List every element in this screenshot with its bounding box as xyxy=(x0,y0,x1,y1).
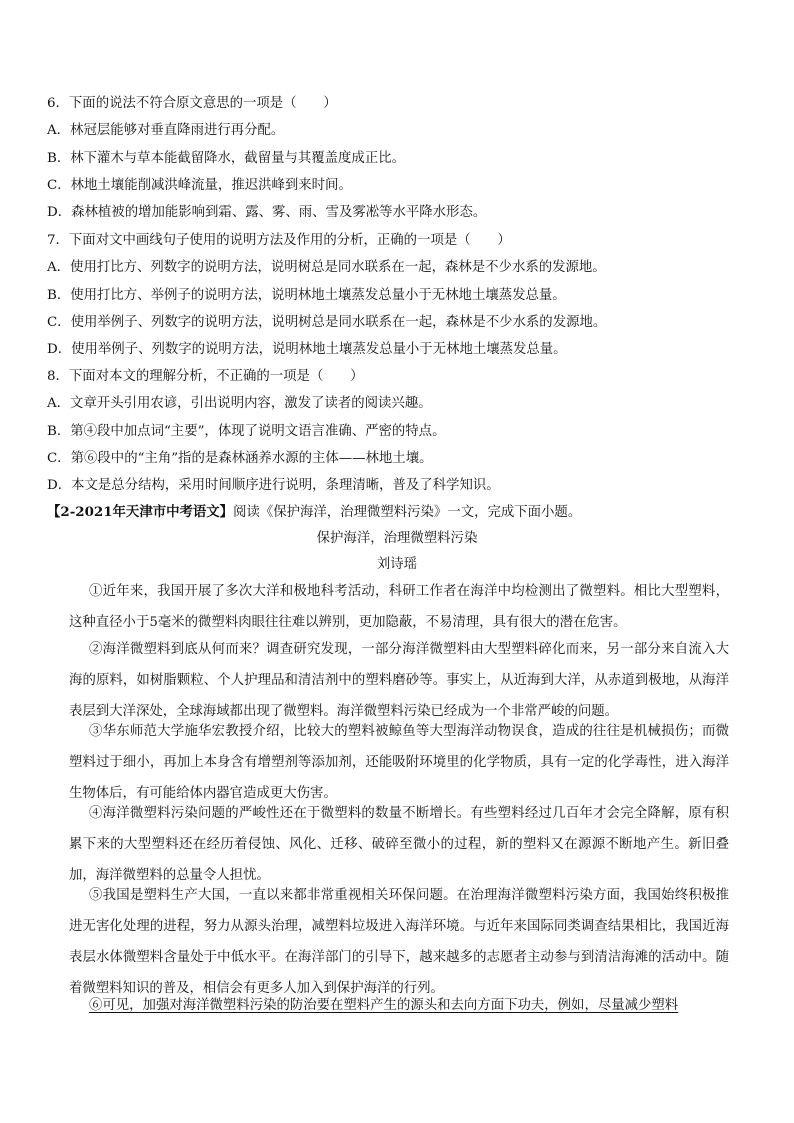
article-author: 刘诗瑶 xyxy=(376,557,418,572)
source-label: 【2-2021年天津市中考语文】 xyxy=(47,504,234,520)
option-c: C．林地土壤能削减洪峰流量，推迟洪峰到来时间。 xyxy=(47,177,352,193)
underlined-sentence: ⑥可见，加强对海洋微塑料污染的防治要在塑料产生的源头和去向方面下功夫，例如，尽量减少塑料 xyxy=(89,998,679,1013)
paragraph-1: ①近年来，我国开展了多次大洋和极地科考活动，科研工作者在海洋中均检测出了微塑料。相比大型塑料，这种直径小于5毫米的微塑料肉眼往往难以辨别，更加隐蔽，不易清理，具有很大的潜在危害。 xyxy=(69,584,729,630)
question-stem: 6．下面的说法不符合原文意思的一项是（ ） xyxy=(47,96,337,111)
option-b: B．第④段中加点词“主要”，体现了说明文语言准确、严密的特点。 xyxy=(47,423,446,439)
option-b: B．林下灌木与草本能截留降水，截留量与其覆盖度成正比。 xyxy=(47,150,405,166)
question-stem: 7．下面对文中画线句子使用的说明方法及作用的分析，正确的一项是（ ） xyxy=(47,233,511,248)
paragraph-4: ④海洋微塑料污染问题的严峻性还在于微塑料的数量不断增长。有些塑料经过几百年才会完全降解，原有积累下来的大型塑料还在经历着侵蚀、风化、迁移、破碎至微小的过程，新的塑料又在源源不断地产生。新旧叠加，海洋微塑料的总量令人担忧。 xyxy=(69,806,729,883)
question-stem: 8．下面对本文的理解分析，不正确的一项是（ ） xyxy=(47,369,364,384)
paragraph-5: ⑤我国是塑料生产大国，一直以来都非常重视相关环保问题。在治理海洋微塑料污染方面，我国始终积极推进无害化处理的进程，努力从源头治理，减塑料垃圾进入海洋环境。与近年来国际同类调查结果相比，我国近海表层水体微塑料含量处于中低水平。在海洋部门的引导下，越来越多的志愿者主动参与到清洁海滩的活动中。随着微塑料知识的普及，相信会有更多人加入到保护海洋的行列。 xyxy=(69,888,729,996)
reading-header xyxy=(47,499,747,526)
option-d: D．森林植被的增加能影响到霜、露、雾、雨、雪及雾凇等水平降水形态。 xyxy=(47,205,487,221)
question-6 xyxy=(47,90,747,226)
question-8 xyxy=(47,363,747,499)
option-c: C．第⑥段中的“主角”指的是森林涵养水源的主体——林地土壤。 xyxy=(47,450,433,466)
paragraph-2: ②海洋微塑料到底从何而来？调查研究发现，一部分海洋微塑料由大型塑料碎化而来，另一部分来自流入大海的原料，如树脂颗粒、个人护理品和清洁剂中的塑料磨砂等。事实上，从近海到大洋，从赤道到极地，从海洋表层到大洋深处，全球海域都出现了微塑料。海洋微塑料污染已经成为一个非常严峻的问题。 xyxy=(69,642,729,719)
option-d: D．使用举例子、列数字的说明方法，说明林地土壤蒸发总量小于无林地土壤蒸发总量。 xyxy=(47,342,567,358)
article-title: 保护海洋，治理微塑料污染 xyxy=(316,531,478,546)
reading-instructions: 阅读《保护海洋，治理微塑料污染》一文，完成下面小题。 xyxy=(233,505,582,520)
option-a: A．林冠层能够对垂直降雨进行再分配。 xyxy=(47,123,285,139)
option-a: A．文章开头引用农谚，引出说明内容，激发了读者的阅读兴趣。 xyxy=(47,396,432,412)
paragraph-3: ③华东师范大学施华宏教授介绍，比较大的塑料被鲸鱼等大型海洋动物误食，造成的往往是机械损伤；而微塑料过于细小，再加上本身含有增塑剂等添加剂，还能吸附环境里的化学物质，具有一定的化学毒性，进入海洋生物体后，有可能给体内器官造成更大伤害。 xyxy=(69,724,729,801)
option-a: A．使用打比方、列数字的说明方法，说明树总是同水联系在一起，森林是不少水系的发源地。 xyxy=(47,260,606,276)
option-c: C．使用举例子、列数字的说明方法，说明树总是同水联系在一起，森林是不少水系的发源地。 xyxy=(47,314,607,330)
option-b: B．使用打比方、举例子的说明方法，说明林地土壤蒸发总量小于无林地土壤蒸发总量。 xyxy=(47,287,566,303)
paragraph-6 xyxy=(69,990,729,1021)
question-7 xyxy=(47,227,747,363)
option-d: D．本文是总分结构，采用时间顺序进行说明，条理清晰，普及了科学知识。 xyxy=(47,478,500,494)
